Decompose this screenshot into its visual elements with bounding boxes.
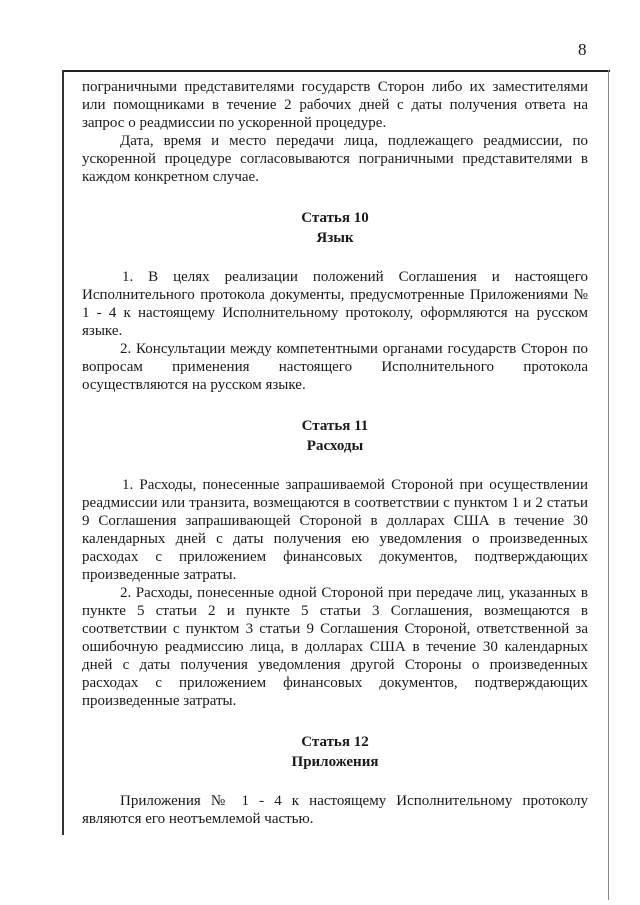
article-10-paragraph-2: 2. Консультации между компетентными органами государств Сторон по вопросам применения настоящего Исполнительного протокола осуществляются на русском языке.	[82, 341, 588, 393]
frame-left-border	[62, 70, 64, 835]
article-12-paragraph-1: Приложения № 1 - 4 к настоящему Исполнительному протоколу являются его неотъемлемой частью.	[82, 793, 588, 827]
intro-paragraph-continuation: пограничными представителями государств Сторон либо их заместителями или помощниками в течение 2 рабочих дней с даты получения ответа на запрос о реадмиссии по ускоренной процедуре.	[82, 79, 588, 131]
article-10-number: Статья 10	[301, 210, 369, 226]
article-11-number: Статья 11	[301, 418, 369, 434]
page-number: 8	[578, 40, 587, 59]
frame-top-border	[62, 70, 610, 72]
document-body	[82, 78, 588, 828]
article-10-paragraph-1: 1. В целях реализации положений Соглашения и настоящего Исполнительного протокола документы, предусмотренные Приложениями № 1 - 4 к настоящему Исполнительному протоколу, оформляются на русском языке.	[82, 269, 588, 339]
article-11-title: Расходы	[306, 438, 364, 454]
article-11-paragraph-2: 2. Расходы, понесенные одной Стороной при передаче лиц, указанных в пункте 5 статьи 2 и пункте 5 статьи 3 Соглашения, возмещаются в соответствии с пунктом 3 статьи 9 Соглашения Стороной, ответственной за ошибочную реадмиссию лица, в долларах США в течение 30 календарных дней с даты получения уведомления другой Стороны о произведенных расходах с приложением финансовых документов, подтверждающих произведенные затраты.	[82, 585, 588, 709]
article-12-number: Статья 12	[301, 734, 369, 750]
article-12-title: Приложения	[291, 754, 379, 770]
article-11-paragraph-1: 1. Расходы, понесенные запрашиваемой Стороной при осуществлении реадмиссии или транзита, возмещаются в соответствии с пунктом 1 и 2 статьи 9 Соглашения запрашивающей Стороной в долларах США в течение 30 календарных дней с даты получения ею уведомления о произведенных расходах с приложением финансовых документов, подтверждающих произведенные затраты.	[82, 477, 588, 583]
frame-right-border	[608, 70, 609, 900]
article-10-title: Язык	[316, 230, 354, 246]
intro-paragraph-transfer: Дата, время и место передачи лица, подлежащего реадмиссии, по ускоренной процедуре согласовываются пограничными представителями в каждом конкретном случае.	[82, 133, 588, 185]
